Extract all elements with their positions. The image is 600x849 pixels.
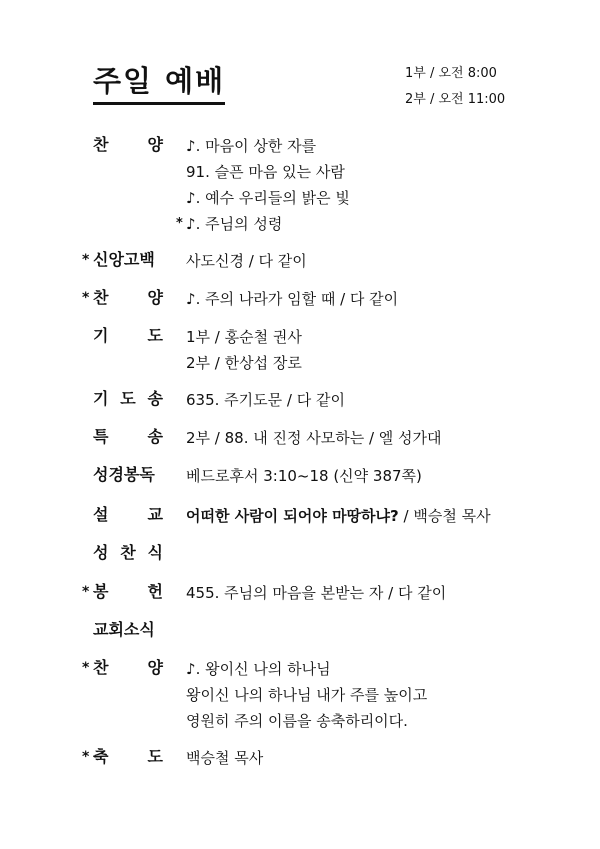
order-label: [93, 463, 163, 487]
content-line: 1부 / 홍순철 권사: [186, 328, 302, 346]
content-line: 사도신경 / 다 같이: [186, 252, 307, 270]
service-time-2: 2부 / 오전 11:00: [405, 92, 506, 107]
order-label-char: 도: [120, 389, 136, 408]
content-line: [186, 503, 491, 529]
content-line: 영원히 주의 이름을 송축하리이다.: [186, 712, 408, 730]
order-label-char: 축: [93, 747, 109, 766]
order-label-char: 양: [147, 288, 163, 307]
order-content: [186, 463, 422, 489]
content-line: 455. 주님의 마음을 본받는 자 / 다 같이: [186, 584, 447, 602]
content-line: 왕이신 나의 하나님 내가 주를 높이고: [186, 686, 428, 704]
content-line: 베드로후서 3:10~18 (신약 387쪽): [186, 467, 422, 485]
order-label-text: 교회소식: [93, 620, 155, 639]
stand-mark: *: [82, 749, 90, 765]
order-label: [93, 503, 163, 527]
order-content: [186, 656, 427, 734]
stand-mark: *: [176, 216, 183, 231]
order-content: [186, 286, 398, 312]
content-line: ♪. 왕이신 나의 하나님: [186, 660, 331, 678]
order-content: [186, 503, 491, 529]
order-label: [93, 541, 163, 565]
content-line: 91. 슬픈 마음 있는 사람: [186, 163, 345, 181]
order-label: [93, 324, 163, 348]
order-label-char: 식: [147, 543, 163, 562]
order-content: [176, 133, 350, 237]
sermon-preacher: / 백승철 목사: [398, 507, 491, 525]
content-line: 635. 주기도문 / 다 같이: [186, 391, 345, 409]
order-content: [186, 248, 307, 274]
order-label-char: 찬: [93, 288, 109, 307]
order-label: [93, 248, 163, 272]
order-label-char: 도: [147, 747, 163, 766]
order-label: [93, 425, 163, 449]
order-label-char: 찬: [120, 543, 136, 562]
order-label-char: 찬: [93, 658, 109, 677]
order-label: [93, 133, 163, 157]
order-label-char: 찬: [93, 135, 109, 154]
stand-mark: *: [82, 290, 90, 306]
order-label-char: 설: [93, 505, 109, 524]
order-label: [93, 387, 163, 411]
sermon-title: 어떠한 사람이 되어야 마땅하냐?: [186, 507, 399, 525]
order-label-char: 교: [147, 505, 163, 524]
content-line: [176, 211, 350, 237]
order-content: [186, 387, 345, 413]
order-label-char: 특: [93, 427, 109, 446]
stand-mark: *: [82, 252, 90, 268]
order-content: [186, 745, 263, 771]
order-label-char: 기: [93, 326, 109, 345]
content-line: ♪. 주의 나라가 임할 때 / 다 같이: [186, 290, 399, 308]
order-label-char: 봉: [93, 582, 109, 601]
order-label: [93, 580, 163, 604]
content-line: 백승철 목사: [186, 749, 264, 767]
stand-mark: *: [82, 584, 90, 600]
order-label-char: 양: [147, 658, 163, 677]
order-label: [93, 618, 163, 642]
order-label-char: 송: [147, 389, 163, 408]
order-label-char: 도: [147, 326, 163, 345]
order-label-char: 헌: [147, 582, 163, 601]
service-time-1: 1부 / 오전 8:00: [405, 66, 497, 81]
content-line: 2부 / 한상섭 장로: [186, 354, 302, 372]
order-content: [186, 425, 442, 451]
content-line: ♪. 마음이 상한 자를: [186, 137, 317, 155]
order-content: [186, 580, 446, 606]
content-line: ♪. 예수 우리들의 밝은 빛: [186, 189, 350, 207]
order-label-text: 신앙고백: [93, 250, 155, 269]
order-label: [93, 286, 163, 310]
order-label: [93, 656, 163, 680]
order-label: [93, 745, 163, 769]
content-line: 2부 / 88. 내 진정 사모하는 / 엘 성가대: [186, 429, 442, 447]
order-label-char: 성: [93, 543, 109, 562]
page-title: 주일 예배: [93, 62, 225, 105]
order-content: [186, 324, 302, 376]
order-label-char: 기: [93, 389, 109, 408]
order-label-char: 양: [147, 135, 163, 154]
stand-mark: *: [82, 660, 90, 676]
order-label-char: 송: [147, 427, 163, 446]
content-line-text: ♪. 주님의 성령: [186, 215, 283, 233]
order-label-text: 성경봉독: [93, 465, 155, 484]
